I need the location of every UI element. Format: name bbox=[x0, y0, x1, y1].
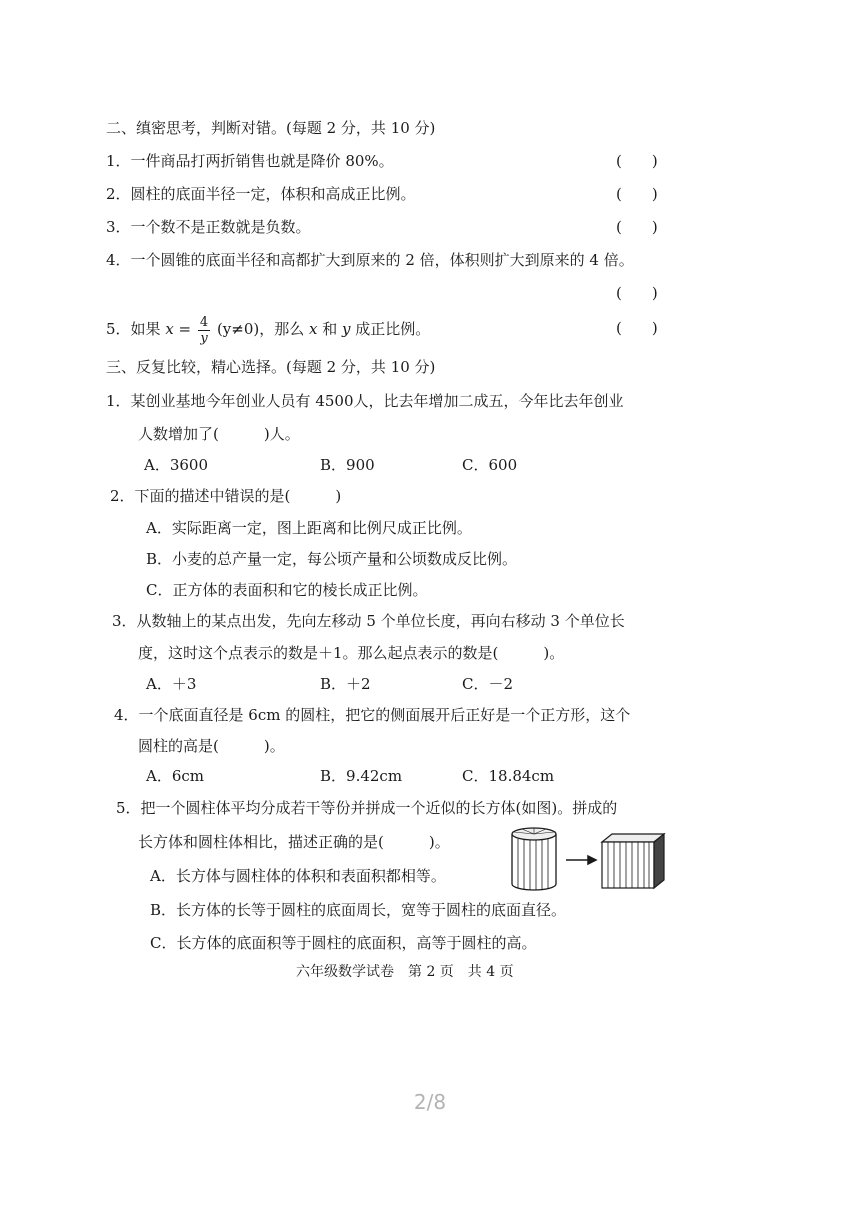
s3-q4-line2: 圆柱的高是( )。 bbox=[138, 737, 285, 755]
s2-item-5-prefix: 5．如果 bbox=[106, 320, 166, 338]
s3-q5-line2: 长方体和圆柱体相比，描述正确的是( )。 bbox=[138, 833, 450, 851]
page-footer: 六年级数学试卷 第 2 页 共 4 页 bbox=[296, 964, 514, 980]
var-x: x bbox=[165, 320, 174, 338]
condition: (y≠0)，那么 bbox=[212, 320, 309, 338]
s2-item-1: 1．一件商品打两折销售也就是降价 80%。 bbox=[106, 152, 394, 170]
and-word: 和 bbox=[317, 320, 343, 338]
s2-item-1-answer-paren: ( ) bbox=[616, 152, 658, 170]
s3-q5-option-c: C．长方体的底面积等于圆柱的底面积，高等于圆柱的高。 bbox=[150, 934, 537, 952]
cuboid-icon bbox=[602, 834, 664, 888]
s3-q1-line2: 人数增加了( )人。 bbox=[138, 425, 300, 443]
cylinder-icon bbox=[512, 828, 556, 890]
var-y: y bbox=[342, 320, 351, 338]
s3-q2-line1: 2．下面的描述中错误的是( ) bbox=[110, 487, 342, 505]
fraction-numerator: 4 bbox=[199, 314, 209, 330]
s3-q5-option-b: B．长方体的长等于圆柱的底面周长，宽等于圆柱的底面直径。 bbox=[150, 901, 567, 919]
s3-q4-line1: 4．一个底面直径是 6cm 的圆柱，把它的侧面展开后正好是一个正方形，这个 bbox=[114, 706, 631, 724]
s3-q3-line1: 3．从数轴上的某点出发，先向左移动 5 个单位长度，再向右移动 3 个单位长 bbox=[112, 612, 625, 630]
page-indicator: 2/8 bbox=[413, 1090, 447, 1114]
s2-item-5-suffix: 成正比例。 bbox=[350, 320, 431, 338]
s3-q3-line2: 度，这时这个点表示的数是＋1。那么起点表示的数是( )。 bbox=[138, 644, 565, 662]
s3-q5-line1: 5．把一个圆柱体平均分成若干等份并拼成一个近似的长方体(如图)。拼成的 bbox=[116, 799, 618, 817]
s3-q1-option-a: A．3600 bbox=[144, 456, 209, 474]
cylinder-to-cuboid-figure bbox=[508, 826, 668, 894]
s2-item-3: 3．一个数不是正数就是负数。 bbox=[106, 218, 311, 236]
section2-heading: 二、缜密思考，判断对错。(每题 2 分，共 10 分) bbox=[106, 119, 436, 137]
s3-q3-option-a: A．＋3 bbox=[146, 675, 197, 693]
equals: = bbox=[173, 320, 196, 338]
s3-q1-option-b: B．900 bbox=[320, 456, 375, 474]
fraction-denominator: y bbox=[200, 330, 208, 346]
section3-heading: 三、反复比较，精心选择。(每题 2 分，共 10 分) bbox=[106, 358, 436, 376]
s3-q3-option-b: B．＋2 bbox=[320, 675, 371, 693]
var-x-2: x bbox=[309, 320, 318, 338]
s2-item-4-answer-paren: ( ) bbox=[616, 284, 658, 302]
s3-q2-option-a: A．实际距离一定，图上距离和比例尺成正比例。 bbox=[146, 519, 472, 537]
s3-q2-option-c: C．正方体的表面积和它的棱长成正比例。 bbox=[146, 581, 428, 599]
fraction-4-over-y bbox=[198, 315, 210, 346]
s2-item-4: 4．一个圆锥的底面半径和高都扩大到原来的 2 倍，体积则扩大到原来的 4 倍。 bbox=[106, 251, 634, 269]
s3-q1-line1: 1．某创业基地今年创业人员有 4500人，比去年增加二成五，今年比去年创业 bbox=[106, 392, 624, 410]
s2-item-5 bbox=[106, 312, 430, 346]
s2-item-2-answer-paren: ( ) bbox=[616, 185, 658, 203]
s3-q4-option-c: C．18.84cm bbox=[462, 767, 555, 785]
s2-item-5-answer-paren: ( ) bbox=[616, 319, 658, 337]
s3-q4-option-a: A．6cm bbox=[146, 767, 205, 785]
s3-q3-option-c: C．－2 bbox=[462, 675, 514, 693]
s3-q1-option-c: C．600 bbox=[462, 456, 518, 474]
s2-item-3-answer-paren: ( ) bbox=[616, 218, 658, 236]
s3-q4-option-b: B．9.42cm bbox=[320, 767, 403, 785]
s3-q5-option-a: A．长方体与圆柱体的体积和表面积都相等。 bbox=[150, 867, 446, 885]
s3-q2-option-b: B．小麦的总产量一定，每公顷产量和公顷数成反比例。 bbox=[146, 550, 518, 568]
arrow-right-icon bbox=[566, 856, 596, 864]
s2-item-2: 2．圆柱的底面半径一定，体积和高成正比例。 bbox=[106, 185, 416, 203]
